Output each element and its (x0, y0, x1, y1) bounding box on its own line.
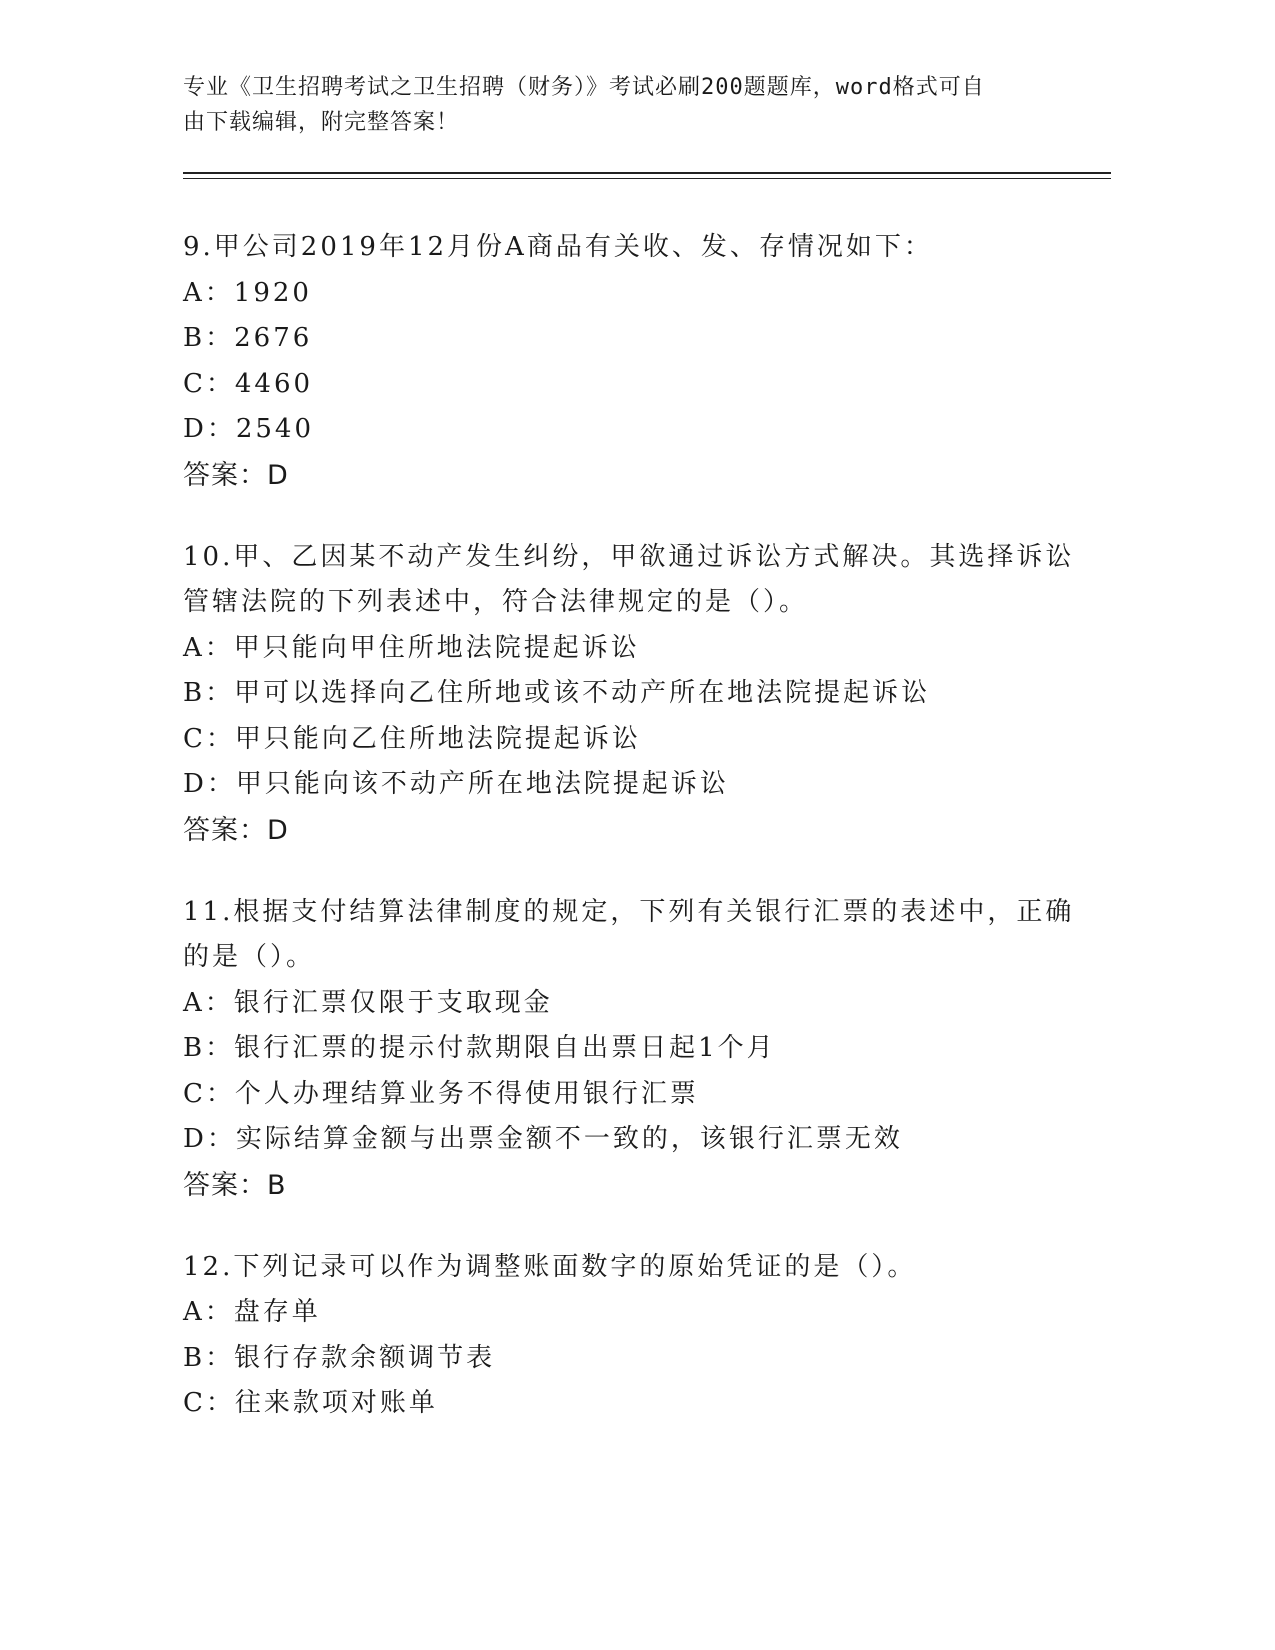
question-11 (183, 890, 1083, 1209)
question-list (183, 225, 1083, 1463)
answer-line: 答案：D (183, 459, 289, 491)
option-c: C：甲只能向乙住所地法院提起诉讼 (183, 723, 641, 754)
question-stem: 12.下列记录可以作为调整账面数字的原始凭证的是（）。 (183, 1251, 917, 1282)
option-d: D：2540 (183, 414, 315, 444)
option-b: B：甲可以选择向乙住所地或该不动产所在地法院提起诉讼 (183, 678, 931, 708)
option-c: C：4460 (183, 368, 314, 399)
document-header (183, 70, 1083, 140)
option-c: C：个人办理结算业务不得使用银行汇票 (183, 1078, 699, 1109)
option-a: A：银行汇票仅限于支取现金 (183, 987, 553, 1018)
question-stem: 10.甲、乙因某不动产发生纠纷，甲欲通过诉讼方式解决。其选择诉讼 (183, 541, 1075, 572)
option-b: B：银行汇票的提示付款期限自出票日起1个月 (183, 1033, 776, 1063)
question-10 (183, 535, 1083, 854)
header-line-1: 专业《卫生招聘考试之卫生招聘（财务）》考试必刷200题题库，word格式可自 (183, 75, 985, 100)
question-9 (183, 225, 1083, 499)
header-line-2: 由下载编辑，附完整答案！ (183, 110, 460, 135)
question-stem-continued: 的是（）。 (183, 942, 316, 972)
question-stem-continued: 管辖法院的下列表述中，符合法律规定的是（）。 (183, 587, 809, 617)
option-b: B：银行存款余额调节表 (183, 1342, 496, 1373)
option-a: A：1920 (183, 277, 312, 308)
option-b: B：2676 (183, 323, 313, 353)
question-stem: 11.根据支付结算法律制度的规定，下列有关银行汇票的表述中，正确 (183, 896, 1075, 927)
option-c: C：往来款项对账单 (183, 1388, 438, 1418)
answer-line: 答案：B (183, 1169, 287, 1201)
question-12 (183, 1245, 1083, 1427)
option-a: A：甲只能向甲住所地法院提起诉讼 (183, 632, 640, 663)
option-a: A：盘存单 (183, 1297, 321, 1327)
option-d: D：甲只能向该不动产所在地法院提起诉讼 (183, 769, 729, 799)
answer-line: 答案：D (183, 814, 289, 846)
header-divider-thin (183, 178, 1111, 179)
option-d: D：实际结算金额与出票金额不一致的，该银行汇票无效 (183, 1124, 903, 1154)
header-divider (183, 172, 1111, 174)
question-stem: 9.甲公司2019年12月份A商品有关收、发、存情况如下： (183, 232, 933, 262)
